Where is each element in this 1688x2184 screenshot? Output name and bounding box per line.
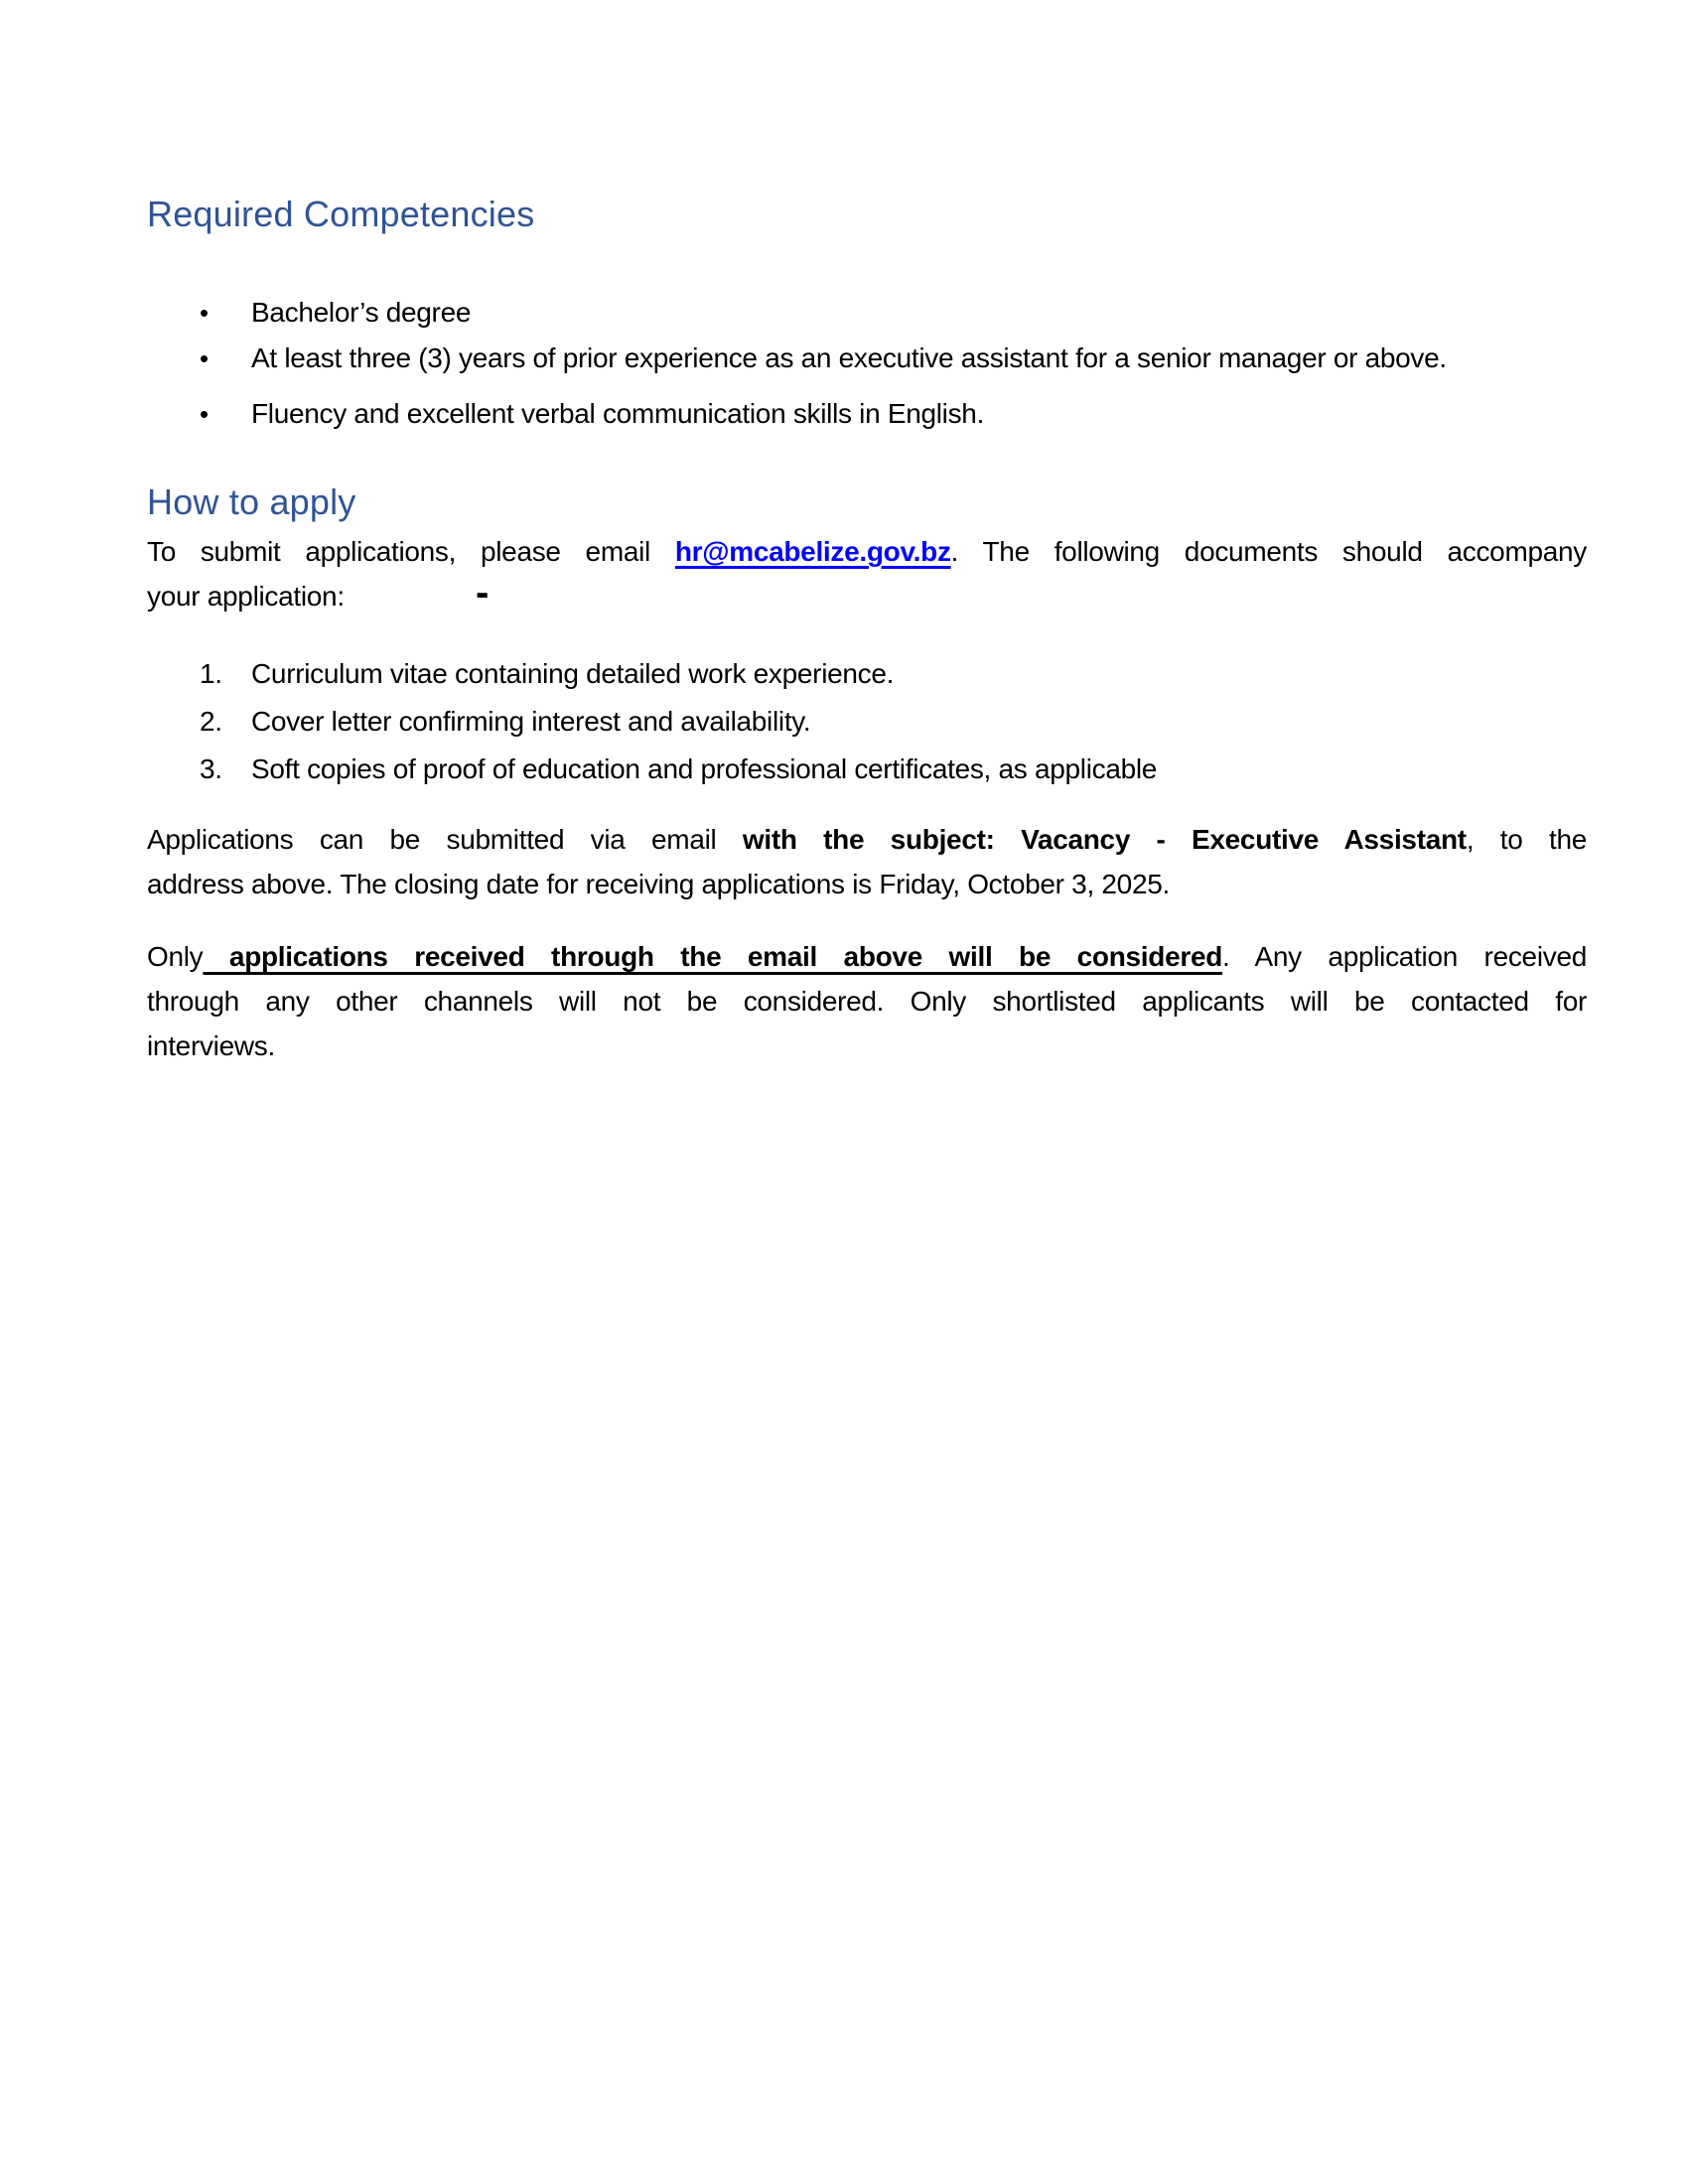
bullet-icon: • <box>200 343 209 373</box>
document-item <box>200 748 1587 791</box>
notice-text-pre: Only <box>147 941 204 972</box>
document-page <box>147 194 1587 1068</box>
document-item <box>200 652 1587 696</box>
bullet-icon: • <box>200 399 209 429</box>
list-number: 1. <box>200 658 222 689</box>
required-competencies-heading: Required Competencies <box>147 194 535 234</box>
competencies-list <box>200 293 1587 434</box>
submission-line-1 <box>147 817 1587 862</box>
apply-intro-paragraph <box>147 529 1587 618</box>
notice-line-1 <box>147 934 1587 979</box>
required-documents-list <box>200 652 1587 791</box>
email-link[interactable]: hr@mcabelize.gov.bz <box>674 536 951 567</box>
document-text: Soft copies of proof of education and professional certificates, as applicable <box>251 753 1158 784</box>
notice-line-2: through any other channels will not be considered. Only shortlisted applicants will be contacted for <box>147 986 1587 1017</box>
notice-text-post: . Any application received <box>1222 941 1587 972</box>
document-text: Curriculum vitae containing detailed work experience. <box>251 658 895 689</box>
competency-text: At least three (3) years of prior experience as an executive assistant for a senior manager or above. <box>251 342 1447 373</box>
submission-text-pre: Applications can be submitted via email <box>147 824 743 855</box>
intro-line-2: your application: <box>147 581 345 612</box>
competency-text: Fluency and excellent verbal communication skills in English. <box>251 398 985 429</box>
how-to-apply-heading: How to apply <box>147 481 356 522</box>
submission-line-2: address above. The closing date for receiving applications is Friday, October 3, 2025. <box>147 869 1170 899</box>
competency-item <box>200 339 1587 378</box>
document-item <box>200 700 1587 744</box>
intro-text-pre: To submit applications, please email <box>147 536 675 567</box>
bullet-icon: • <box>200 298 209 328</box>
document-text: Cover letter confirming interest and availability. <box>251 706 811 737</box>
notice-paragraph <box>147 934 1587 1068</box>
competency-item <box>200 394 1587 434</box>
subject-bold-text: with the subject: Vacancy - Executive Assistant <box>742 824 1467 855</box>
competency-text: Bachelor’s degree <box>251 297 472 328</box>
notice-line-3: interviews. <box>147 1030 275 1061</box>
list-number: 2. <box>200 706 222 737</box>
notice-underlined-text: applications received through the email above will be considered <box>203 941 1223 972</box>
intro-line-1 <box>147 529 1587 574</box>
submission-paragraph <box>147 817 1587 906</box>
list-number: 3. <box>200 753 222 784</box>
submission-text-post: , to the <box>1466 824 1587 855</box>
intro-text-post: . The following documents should accompany <box>950 536 1587 567</box>
stray-dash-mark: - <box>476 571 490 614</box>
competency-item <box>200 293 1587 333</box>
